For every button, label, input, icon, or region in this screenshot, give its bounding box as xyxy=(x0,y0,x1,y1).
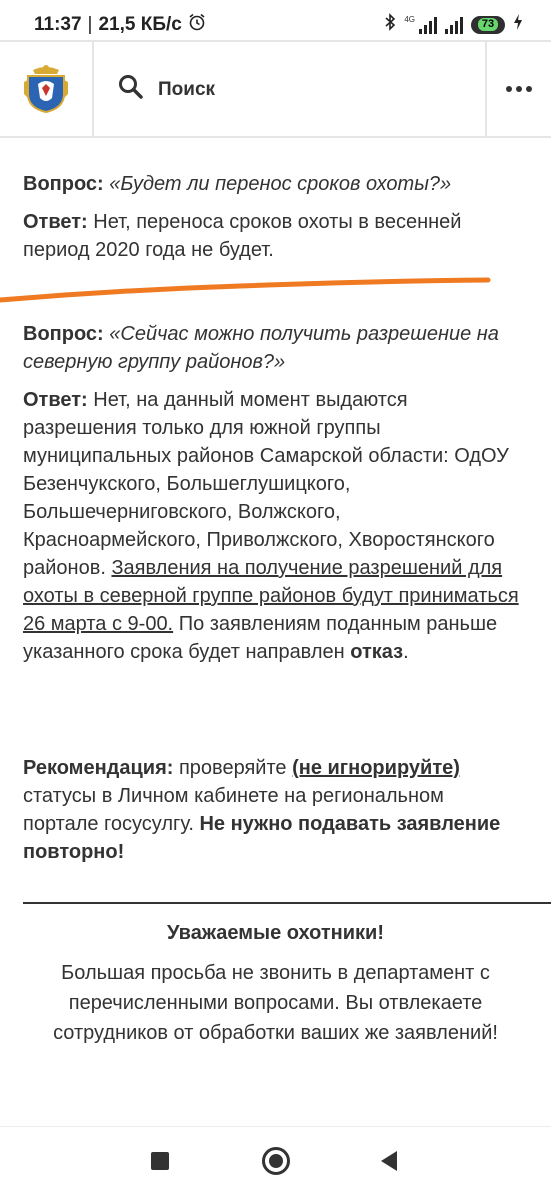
recents-icon[interactable] xyxy=(151,1152,169,1170)
back-icon[interactable] xyxy=(381,1151,397,1171)
question-2 xyxy=(23,320,523,376)
notice-line-3: сотрудников от обработки ваших же заявлений! xyxy=(53,1022,498,1044)
answer-text-continued: По заявлениям поданным раньше указанного срока будет направлен xyxy=(23,613,498,663)
divider xyxy=(23,902,551,904)
answer-1 xyxy=(23,208,523,264)
recommendation-text-2: статусы в Личном кабинете на региональном портале госусулгу. xyxy=(23,785,444,835)
battery-level: 73 xyxy=(478,18,498,31)
alarm-icon xyxy=(188,13,206,37)
qa-item-2 xyxy=(23,320,523,666)
search-button[interactable] xyxy=(118,74,215,105)
notice-block xyxy=(0,918,551,1048)
status-separator: | xyxy=(87,14,93,35)
recommendation-label: Рекомендация: xyxy=(23,757,174,779)
question-1 xyxy=(23,170,523,198)
search-icon xyxy=(118,74,144,105)
answer-period: . xyxy=(403,641,409,663)
notice-title: Уважаемые охотники! xyxy=(167,922,384,944)
question-label: Вопрос: xyxy=(23,173,104,195)
answer-bold-word: отказ xyxy=(350,641,404,663)
coat-of-arms-logo[interactable] xyxy=(0,42,94,136)
answer-2 xyxy=(23,386,523,666)
recommendation xyxy=(23,754,523,866)
answer-label: Ответ: xyxy=(23,211,88,233)
status-time: 11:37 xyxy=(34,14,82,35)
home-icon[interactable] xyxy=(262,1147,290,1175)
question-text: «Будет ли перенос сроков охоты?» xyxy=(109,173,452,195)
answer-text: Нет, на данный момент выдаются разрешения только для южной группы муниципальных районов Самарской области: ОдОУ Безенчукского, Большеглушицкого, Большечерниговского, Волжского, Красноармейского, Приволжского, Хворостянского районов. xyxy=(23,389,509,579)
bluetooth-icon xyxy=(384,13,396,36)
recommendation-text xyxy=(23,754,523,866)
signal-icon-2 xyxy=(445,16,463,34)
system-nav-bar xyxy=(0,1126,551,1193)
recommendation-text-1: проверяйте xyxy=(178,757,287,779)
recommendation-bold: Не нужно подавать заявление повторно! xyxy=(23,813,501,863)
site-header xyxy=(0,40,551,138)
answer-label: Ответ: xyxy=(23,389,88,411)
qa-item-1 xyxy=(23,170,523,264)
network-type-label: 4G xyxy=(404,14,415,24)
notice-line-1: Большая просьба не звонить в департамент с xyxy=(61,962,490,984)
notice-line-2: перечисленными вопросами. Вы отвлекаете xyxy=(68,992,483,1014)
charging-icon xyxy=(513,14,523,35)
recommendation-underlined: (не игнорируйте) xyxy=(292,757,460,779)
status-speed: 21,5 КБ/с xyxy=(98,14,182,35)
question-text: «Сейчас можно получить разрешение на северную группу районов?» xyxy=(23,323,499,373)
more-icon[interactable] xyxy=(485,42,551,136)
question-label: Вопрос: xyxy=(23,323,104,345)
answer-text: Нет, переноса сроков охоты в весенней период 2020 года не будет. xyxy=(23,211,462,261)
battery-icon xyxy=(471,16,505,34)
answer-underlined-note: Заявления на получение разрешений для охоты в северной группе районов будут приниматься 26 марта с 9-00. xyxy=(23,557,519,635)
search-label: Поиск xyxy=(158,78,216,100)
orange-underline-annotation xyxy=(0,262,551,312)
status-left xyxy=(34,13,206,37)
status-right xyxy=(384,13,523,36)
signal-icon xyxy=(404,16,437,34)
